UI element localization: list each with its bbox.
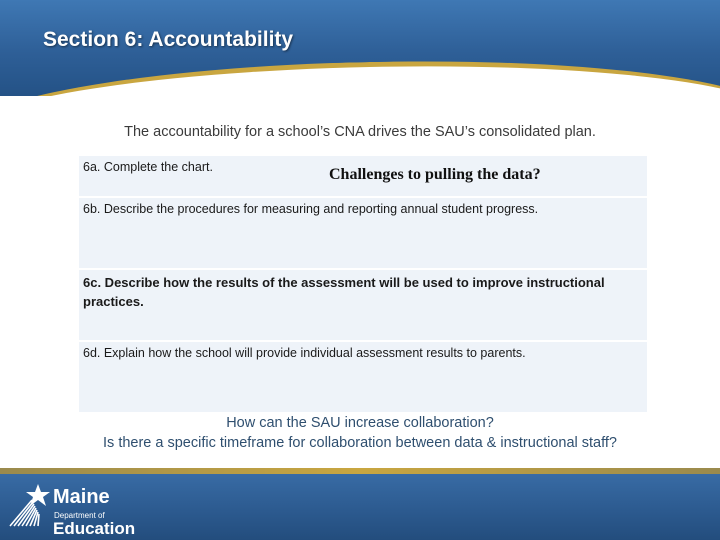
logo-education: Education bbox=[53, 519, 136, 538]
slide-title: Section 6: Accountability bbox=[43, 28, 294, 51]
row-6d bbox=[79, 342, 647, 414]
slide-header bbox=[0, 0, 720, 96]
logo-rays-icon bbox=[8, 480, 52, 528]
accountability-table bbox=[79, 156, 647, 414]
question-collaboration: How can the SAU increase collaboration? bbox=[226, 415, 494, 431]
row-6c bbox=[79, 270, 647, 342]
intro-text: The accountability for a school’s CNA drives the SAU’s consolidated plan. bbox=[124, 124, 596, 140]
challenges-label: Challenges to pulling the data? bbox=[329, 166, 541, 183]
row-6b bbox=[79, 198, 647, 270]
logo-dept: Department of bbox=[54, 511, 105, 520]
logo-maine: Maine bbox=[53, 486, 110, 508]
footer-gold-stripe bbox=[0, 468, 720, 474]
row-6a bbox=[79, 156, 647, 198]
question-timeframe: Is there a specific timeframe for collaboration between data & instructional staff? bbox=[103, 435, 617, 451]
header-swoosh bbox=[0, 53, 720, 96]
row-6c-label: 6c. Describe how the results of the assessment will be used to improve instructional practices. bbox=[83, 275, 605, 309]
row-6b-label: 6b. Describe the procedures for measuring and reporting annual student progress. bbox=[83, 202, 539, 216]
maine-doe-logo bbox=[8, 480, 148, 536]
row-6a-label: 6a. Complete the chart. bbox=[83, 160, 213, 174]
row-6d-label: 6d. Explain how the school will provide individual assessment results to parents. bbox=[83, 346, 526, 360]
